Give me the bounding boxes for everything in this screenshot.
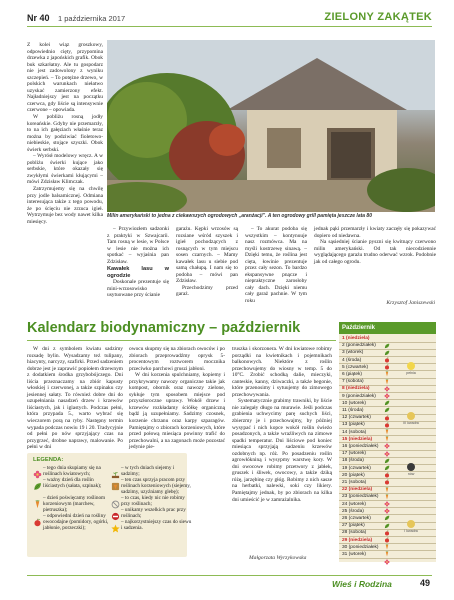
leaf-icon	[384, 336, 390, 342]
calendar-day-label: 30 (poniedziałek)	[342, 544, 379, 550]
paragraph: Na sąsiedniej ścianie pyszni się kwitnący czerwono milin amerykański. Od tak niecodziennie wyglądającego garażu trudno oderwać wzrok. Podobnie jak od całego ogrodu.	[314, 239, 436, 265]
paragraph: truszka i skorzonera. W dni kwiatowe robimy porządki na kwietnikach i pojemnikach balkonowych. Niektóre z roślin przechowujemy do wiosny w temp. 5 do 10°C. Zrobić schodką dalie, mieczyki, canteskie, kanny, dziwaczki, a także begonie, które przenosimy i sytuujemy do zimowego przechowywania.	[232, 346, 332, 398]
fruit-icon	[33, 514, 42, 523]
leaf-icon	[384, 343, 390, 349]
no-work-icon	[111, 496, 120, 505]
flower-icon	[384, 444, 390, 450]
calendar-day-row	[339, 357, 436, 364]
root-icon	[384, 487, 390, 493]
fruit-icon	[384, 408, 390, 414]
calendar-day-label: 19 (czwartek)	[342, 465, 371, 471]
moon-icon	[407, 520, 415, 528]
paragraph: Z kolei wiąz groszkowy, odpowiednio cięty, przypomina drzewka z japońskich grafik. Obok buk szkarłatny. Ale tu gospodarz nie jest zadowolony z wyniku szczepień. – To potężne drzewo, w polskich warunkach niełatwo uzyskać zamierzony efekt. Najładniejszy jest na początku czerwca, gdy liście są intensywnie czerwone – opowiada.	[27, 42, 103, 114]
calendar-day-label: 26 (czwartek)	[342, 516, 371, 521]
best-time-icon	[111, 520, 120, 529]
calendar-day-label: 22 (niedziela)	[342, 487, 373, 493]
legend-item: – dzień poświęcamy roślinom korzeniowym (marchew, pietruszka);	[43, 495, 106, 514]
legend-item: – to czas, kiedy nic nie robimy przy roślinach;	[121, 495, 185, 508]
calendar-day-label: 10 (wtorek)	[342, 400, 366, 406]
leaf-icon	[384, 400, 390, 406]
calendar-day-label: 17 (wtorek)	[342, 451, 366, 457]
fruit-icon	[384, 472, 390, 478]
moon-phase-label: nów	[407, 471, 415, 476]
calendar-day-label: 1 (niedziela)	[342, 336, 370, 341]
article2-author: Małgorzata Wyrzykowska	[249, 555, 307, 561]
calendar-day-row	[339, 515, 436, 522]
legend-item: – najkorzystniejszy czas do siewu i sadzenia.	[121, 519, 192, 532]
calendar-day-row	[339, 400, 436, 407]
calendar-day-label: 27 (piątek)	[342, 523, 365, 529]
legend-item: – ten czas sprzyja pracom przy roślinach korzeniowych (siejemy, sadzimy, uzyźniamy glebę);	[121, 477, 191, 496]
fruit-icon	[384, 530, 390, 536]
calendar-day-row	[339, 493, 436, 500]
flower-icon	[384, 379, 390, 385]
legend-item: – tego dnia skupiamy się na roślinach kwiatowych;	[43, 465, 101, 478]
calendar-day-label: 15 (niedziela)	[342, 436, 373, 442]
calendar-day-label: 14 (sobota)	[342, 429, 367, 435]
paragraph: – Przywiozłem sadzonki z praktyki w Szwajcarii. Tam rosną w lesie, w Polsce w lesie nie można ich spotkać – wyjaśnia pan Zdzisław.	[107, 226, 169, 265]
root-work-icon	[111, 478, 120, 487]
root-icon	[384, 537, 390, 543]
calendar-day-row	[339, 335, 436, 342]
calendar-day-row	[339, 414, 436, 421]
article2-column-2	[129, 346, 225, 451]
root-icon	[384, 544, 390, 550]
fruit-icon	[384, 465, 390, 471]
calendar-day-row	[339, 342, 436, 349]
paragraph: Przechodzimy przed garaż.	[176, 284, 238, 298]
paragraph: W dni z symbolem kwiatu sadzimy rozsadę bylin. Wysadzamy też tulipany, hiacynty, narcyzy, szafirki. Przed sadzeniem dobrze jest je zaprawić popiołem drzewnym z dodatkiem środka grzybobójczego. Dni liścia przeznaczamy na zbiór kapusty włoskiej i czerwonej, a także szpinaku czy jesiennej sałaty. To również dobre dni do uzupełniania nasadzeń drzew i krzewów liściastych, jak i iglastych. Podczas pełni, która przypada 5., warto wybrać się wieczorem porą na ryby. Następny termin wypada podczas nowiu 19 i 20. Tradycyjnie od pełni po nów sprzyjający czas na przygrzeć, drobne naprawy, malowanie. Po pełni w dni	[27, 346, 123, 451]
leaf-icon	[384, 393, 390, 399]
paragraph: W dni korzenia spulchniamy, kopiemy i przykrywamy nawozy organiczne takie jak kompost, obornik oraz nawozy zielone, sykłuje tym sposobem miejsce pod przyszłoroczne uprawy. Wokół drzew i krzewów rozkładamy ściółkę organiczną bądź ją uzupełniamy. Sadzimy czosnek, korzenie chrzanu oraz karpy szparagów. Pamiętajmy o zbiorach korzeniowych, które przed połową miesiąca powinny trafić do przechowalni, a na zagonach może pozostać jedynie pie-	[129, 372, 225, 451]
legend-item: – unikamy wszelkich prac przy roślinach;	[121, 507, 186, 520]
article2-column-1	[27, 346, 123, 451]
title-rule	[27, 340, 336, 341]
issue-number: Nr 40	[27, 13, 50, 23]
leaf-icon	[384, 458, 390, 464]
calendar-day-row	[339, 472, 436, 479]
calendar-day-label: 23 (poniedziałek)	[342, 494, 379, 500]
root-icon	[384, 480, 390, 486]
root-icon	[384, 364, 390, 370]
avoid-icon	[111, 508, 120, 517]
paragraph: – To akurat podoba się wszystkim – kontynuuje nasz rozmówca. Ma na myśli kostrzewę sinawą. – Dzięki temu, że roślina jest cięta, łowinie prezentuje przez cały sezon. To bardzo ekspansywne pnącze i niepraktyczne zarosłoby cały dach. Dzięki niemu cały garaż pachnie. W tym roku	[245, 226, 307, 305]
calendar-day-label: 13 (piątek)	[342, 422, 365, 428]
root-icon	[384, 372, 390, 378]
calendar-day-row	[339, 349, 436, 356]
calendar-day-label: 9 (poniedziałek)	[342, 393, 376, 399]
paragraph: owocu skupmy się na zbiorach owoców i po zbiorach przeprowadźmy oprysk 5-procentowym roztworem mocznika przeciwko parchowi gruszi jabłoni.	[129, 346, 225, 372]
article1-column-5	[314, 226, 436, 265]
leaf-icon	[384, 451, 390, 457]
article1-author: Krzysztof Janiszewski	[386, 300, 435, 306]
paragraph: jednak pąki przemarzły i kwiaty zaczęły się pokazywać dopiero od niedawna.	[314, 226, 436, 239]
flower-icon	[384, 552, 390, 558]
calendar-day-label: 25 (środa)	[342, 508, 364, 514]
calendar-day-row	[339, 371, 436, 378]
calendar-day-row	[339, 393, 436, 400]
calendar-day-label: 2 (poniedziałek)	[342, 343, 376, 349]
legend-item: – odpowiedni dzień na rośliny owocodajne (pomidory, ogórki, jabłonie, porzeczki);	[43, 513, 109, 532]
subheading: Kawałek lasu w ogrodzie	[107, 266, 169, 279]
row-divider	[339, 558, 436, 559]
legend-item: – ważny dzień dla roślin liściastych (sałata, szpinak);	[43, 477, 102, 490]
photo-caption: Milin amerykański to jedna z ciekawszych ogrodowych „aranżacji”. A ten ogrodowy grill pamięta jeszcze lata 80	[107, 213, 372, 219]
moon-icon	[407, 463, 415, 471]
leaf-icon	[33, 478, 42, 487]
legend-title: LEGENDA:	[33, 457, 64, 463]
calendar-day-row	[339, 436, 436, 443]
paragraph: Systematycznie grabimy trawniki, by liście nie zalegały długo na murawie. Jeśli podczas grabienia uchwycimy parę suchych liści, zbierzmy je i przechowajmy, by później wysypać i nich kopce wokół roślin świeżo posadzonych, a także wrażliwych na zimowe spadki temperatur. Dni liściowe pod koniec miesiąca sprzyjają sadzeniu krzewów ozdobnych np. róż. Po posadzeniu roślin agrowłókniną i wysypmy warstwę kory. W dni owocowe robimy przetwory z jabłek, gruszek i śliwek, owocowy, a także dziką różę, jarzębinę czy głóg. Robimy z nich sasze na herbatki, nalewki, soki czy likiery. Pamiętajmy jednak, by po zbiorach na kilka dni umieścić je w zamrażalnika.	[232, 398, 332, 503]
flower-icon	[384, 436, 390, 442]
calendar-day-row	[339, 544, 436, 551]
paragraph: Doskonale prezentuje się mini-wrzosowisko usytuowane przy ścianie	[107, 279, 169, 299]
calendar-day-row	[339, 385, 436, 392]
calendar-day-label: 12 (czwartek)	[342, 415, 371, 421]
calendar-article-title: Kalendarz biodynamiczny – październik	[27, 320, 301, 336]
calendar-day-label: 11 (środa)	[342, 408, 364, 413]
page-header	[0, 0, 454, 22]
calendar-day-label: 28 (sobota)	[342, 530, 367, 536]
garden-photo	[107, 40, 435, 212]
moon-phase	[401, 520, 421, 533]
section-title: ZIELONY ZAKĄTEK	[324, 11, 432, 23]
calendar-day-label: 8 (niedziela)	[342, 386, 370, 392]
calendar-day-row	[339, 421, 436, 428]
paragraph: – Wyrósł modelowy wręcz. A w pobliżu świerki kujące jako serbskie, które okazały się zwykłymi świerkami kłującymi – mówi Zdzisław Klimczak.	[27, 153, 103, 186]
calendar-day-row	[339, 457, 436, 464]
footer-brand: Wieś i Rodzina	[332, 579, 392, 589]
calendar-day-row	[339, 450, 436, 457]
paragraph: Zatrzymujemy się na chwilę przy jodle balsamicznej. Odmiana interesująca także z tego powodu, że po ścięciu nie zrzuca igieł. Wytrzymuje bez wody nawet kilka miesięcy.	[27, 186, 103, 225]
calendar-day-row	[339, 465, 436, 472]
leaf-icon	[384, 516, 390, 522]
calendar-day-label: 7 (sobota)	[342, 379, 364, 385]
flower-icon	[33, 466, 42, 475]
issue-date: 1 października 2017	[58, 14, 126, 23]
root-icon	[33, 496, 42, 505]
flower-icon	[384, 501, 390, 507]
legend-item: – w tych dniach siejemy i sadzimy;	[121, 465, 175, 478]
legend-box	[27, 453, 192, 557]
calendar-day-row	[339, 479, 436, 486]
header-rule	[27, 26, 432, 27]
moon-phase-label: III kwadra	[403, 421, 419, 426]
calendar-day-row	[339, 429, 436, 436]
moon-phase	[401, 362, 421, 375]
calendar-panel	[339, 322, 436, 562]
calendar-day-label: 20 (piątek)	[342, 472, 365, 478]
calendar-day-label: 24 (wtorek)	[342, 501, 366, 507]
article1-column-2	[107, 226, 169, 299]
calendar-day-row	[339, 486, 436, 493]
calendar-day-row	[339, 443, 436, 450]
calendar-day-label: 21 (sobota)	[342, 480, 367, 485]
calendar-day-row	[339, 522, 436, 529]
fruit-icon	[384, 350, 390, 356]
footer-rule	[27, 575, 432, 576]
calendar-day-row	[339, 378, 436, 385]
article1-column-4	[245, 226, 307, 305]
moon-phase	[401, 463, 421, 476]
paragraph: garażu. Kępki wrzosów są rozsiane wśród szyszek i igieł pochodzących z rosnących w tym miejscu sosen czarnych. – Mamy kawałek lasu u siebie pod samą chałupą. I nam się to podoba – mówi pan Zdzisław.	[176, 226, 238, 285]
calendar-day-row	[339, 529, 436, 536]
calendar-day-row	[339, 508, 436, 515]
article2-column-3	[232, 346, 332, 503]
moon-phase-label: I kwadra	[404, 529, 418, 534]
calendar-day-label: 5 (czwartek)	[342, 364, 369, 370]
calendar-day-label: 3 (wtorek)	[342, 350, 364, 356]
calendar-day-row	[339, 501, 436, 508]
flower-icon	[384, 386, 390, 392]
fruit-icon	[384, 415, 390, 421]
sowing-icon	[111, 466, 120, 475]
article1-column-1	[27, 42, 103, 225]
calendar-day-label: 29 (niedziela)	[342, 537, 373, 543]
calendar-day-label: 16 (poniedziałek)	[342, 444, 379, 449]
calendar-day-row	[339, 537, 436, 544]
calendar-day-label: 18 (środa)	[342, 458, 364, 464]
calendar-day-label: 31 (wtorek)	[342, 552, 366, 557]
root-icon	[384, 422, 390, 428]
paragraph: W pobliżu rosną jodły koreańskie. Gdyby nie przemarzły, to na ich gałęziach właśnie teraz można by podziwiać fioletowo-niebieskie, stojące szyszki. Obok świerk serbski.	[27, 114, 103, 153]
moon-phase-label: pełnia	[406, 370, 416, 375]
moon-icon	[407, 362, 415, 370]
fruit-icon	[384, 357, 390, 363]
calendar-title: Październik	[339, 322, 436, 334]
calendar-day-label: 6 (piątek)	[342, 372, 362, 377]
fruit-icon	[384, 523, 390, 529]
page-number: 49	[420, 578, 431, 588]
calendar-day-row	[339, 551, 436, 558]
flower-icon	[384, 494, 390, 500]
calendar-day-row	[339, 407, 436, 414]
leaf-icon	[384, 508, 390, 514]
article1-column-3	[176, 226, 238, 298]
calendar-day-label: 4 (środa)	[342, 357, 362, 363]
moon-phase	[401, 412, 421, 425]
moon-icon	[407, 412, 415, 420]
calendar-day-row	[339, 364, 436, 371]
garden-photo-illustration	[107, 40, 435, 212]
root-icon	[384, 429, 390, 435]
